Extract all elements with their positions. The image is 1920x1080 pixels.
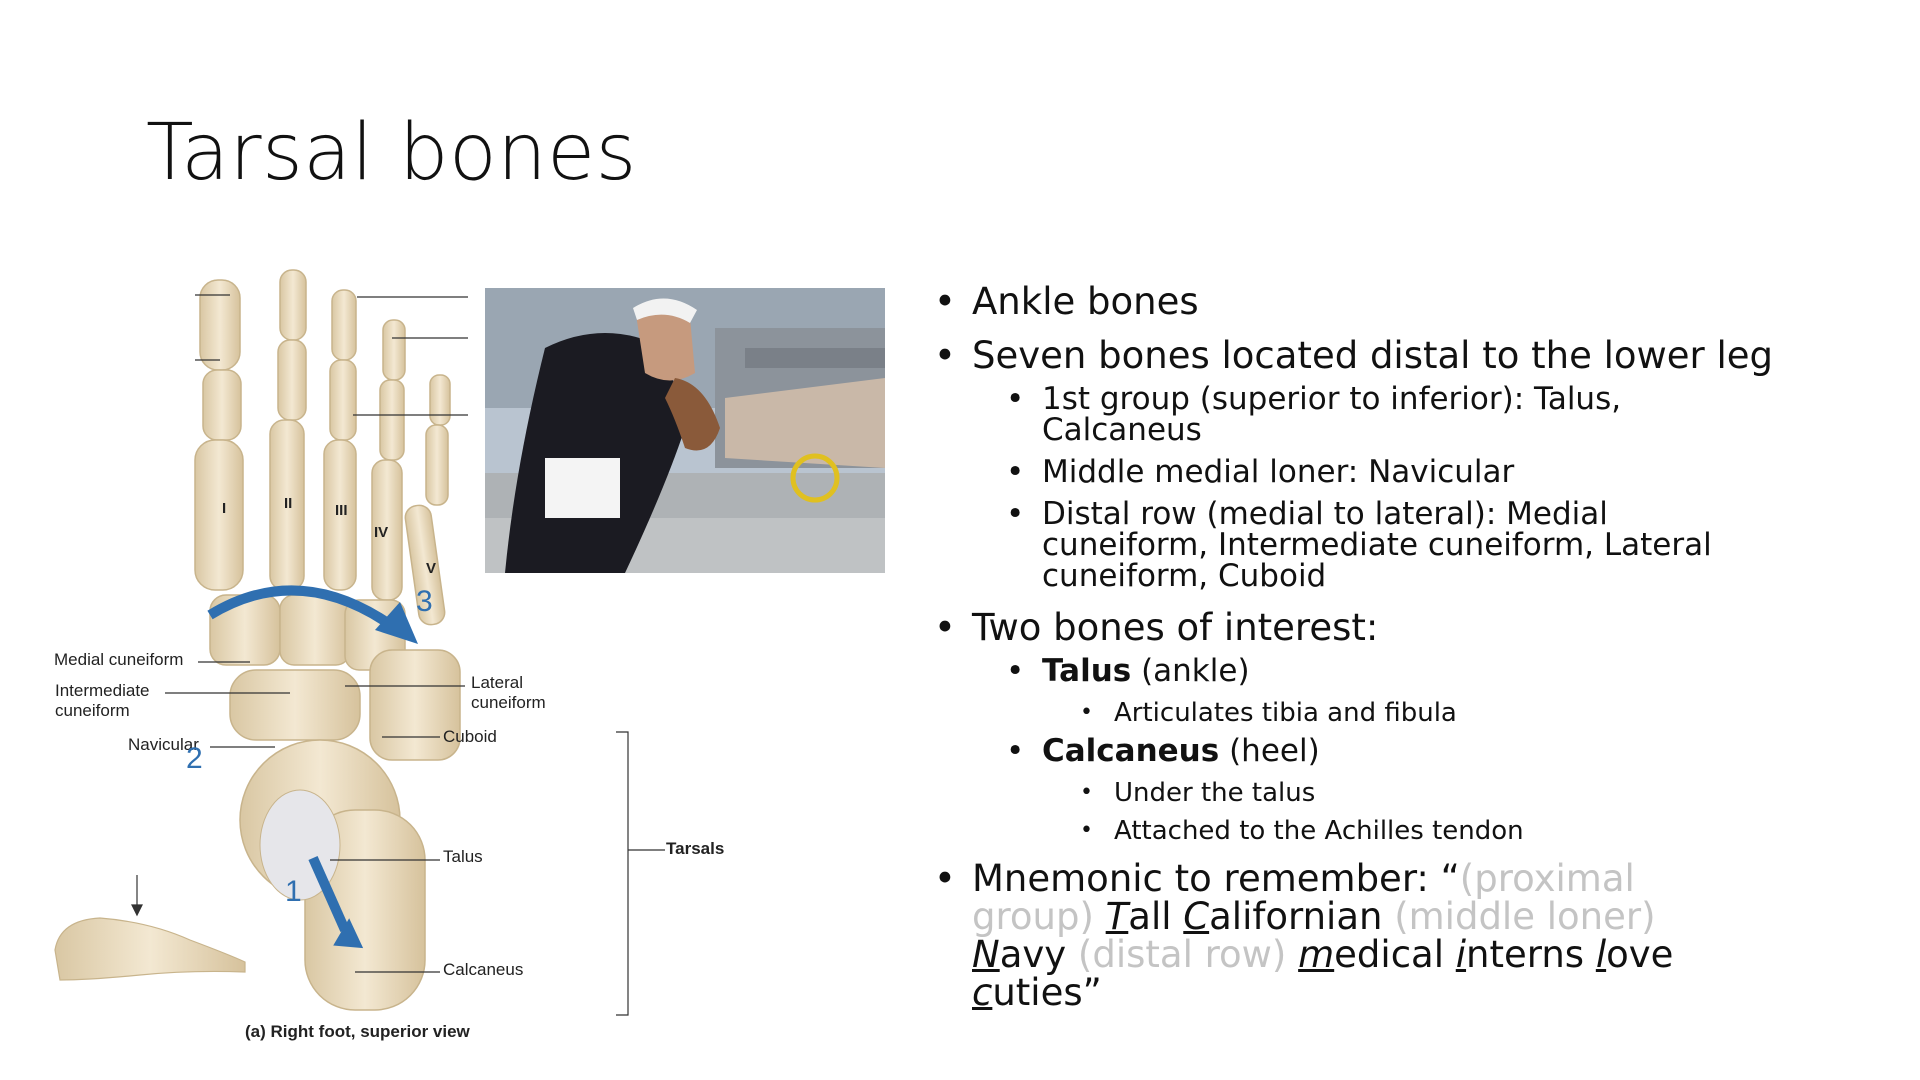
- slide-title: Tarsal bones: [146, 108, 637, 198]
- label-medial-cuneiform: Medial cuneiform: [54, 650, 184, 669]
- roman-numeral-5: V: [426, 560, 437, 577]
- mnemonic-word-love: ove: [1606, 933, 1674, 976]
- mnemonic-prefix: Mnemonic to remember: “: [972, 857, 1460, 900]
- mnemonic-letter-c2: c: [972, 971, 993, 1014]
- bullet-ankle-bones: • Ankle bones: [930, 282, 1790, 322]
- mnemonic-letter-m: m: [1298, 933, 1335, 976]
- mnemonic-word-medical: edical: [1334, 933, 1456, 976]
- mnemonic-letter-c: C: [1183, 895, 1210, 938]
- label-tarsals: Tarsals: [666, 839, 725, 858]
- mnemonic-letter-n: N: [972, 933, 1000, 976]
- mnemonic-letter-i: i: [1455, 933, 1467, 976]
- roman-numeral-2: II: [284, 495, 293, 512]
- bullet-middle-loner: • Middle medial loner: Navicular: [930, 457, 1790, 488]
- label-calcaneus: Calcaneus: [443, 960, 524, 979]
- bullet-calcaneus: [930, 733, 1790, 769]
- bullet-under-talus: • Under the talus: [930, 778, 1790, 808]
- sailor-kiss-photo: [485, 288, 885, 573]
- roman-numeral-4: IV: [374, 524, 389, 541]
- bullet-two-bones: • Two bones of interest:: [930, 608, 1790, 648]
- bullet-articulates: • Articulates tibia and fibula: [930, 698, 1790, 728]
- step-number-2: 2: [186, 742, 203, 775]
- bullet-mnemonic: [930, 857, 1752, 1014]
- figure-caption: (a) Right foot, superior view: [245, 1022, 470, 1041]
- bullet-achilles: • Attached to the Achilles tendon: [930, 816, 1790, 846]
- talus-term: Talus: [1042, 653, 1132, 689]
- talus-desc: (ankle): [1131, 653, 1250, 689]
- mnemonic-word-tall: all: [1128, 895, 1184, 938]
- label-cuboid: Cuboid: [443, 727, 497, 746]
- calcaneus-desc: (heel): [1219, 733, 1320, 769]
- mnemonic-distal-row: (distal row): [1077, 933, 1287, 976]
- mnemonic-middle-loner: (middle loner): [1394, 895, 1656, 938]
- bullet-first-group: • 1st group (superior to inferior): Talus, Calcaneus: [930, 384, 1642, 446]
- mnemonic-word-cuties: uties”: [992, 971, 1102, 1014]
- roman-numeral-1: I: [222, 500, 227, 517]
- mnemonic-word-interns: nterns: [1466, 933, 1596, 976]
- bullet-talus: [930, 653, 1790, 689]
- step-number-1: 1: [285, 875, 302, 908]
- label-talus: Talus: [443, 847, 483, 866]
- mnemonic-letter-t: T: [1105, 895, 1129, 938]
- step-number-3: 3: [416, 585, 433, 618]
- label-lateral-cuneiform: Lateral cuneiform: [471, 673, 546, 712]
- roman-numeral-3: III: [335, 502, 348, 519]
- mnemonic-word-californian: alifornian: [1209, 895, 1395, 938]
- mnemonic-letter-l: l: [1595, 933, 1607, 976]
- label-navicular: Navicular: [128, 735, 199, 754]
- label-intermediate-cuneiform: Intermediate cuneiform: [55, 681, 150, 720]
- mnemonic-word-navy: avy: [999, 933, 1078, 976]
- bullet-seven-bones: • Seven bones located distal to the lower leg: [930, 336, 1790, 376]
- bullet-distal-row: • Distal row (medial to lateral): Medial cuneiform, Intermediate cuneiform, Lateral cuneiform, Cuboid: [930, 499, 1752, 592]
- bullet-list: [930, 282, 1790, 1026]
- mnemonic-proximal-group: (proximal group): [972, 857, 1635, 938]
- calcaneus-term: Calcaneus: [1042, 733, 1220, 769]
